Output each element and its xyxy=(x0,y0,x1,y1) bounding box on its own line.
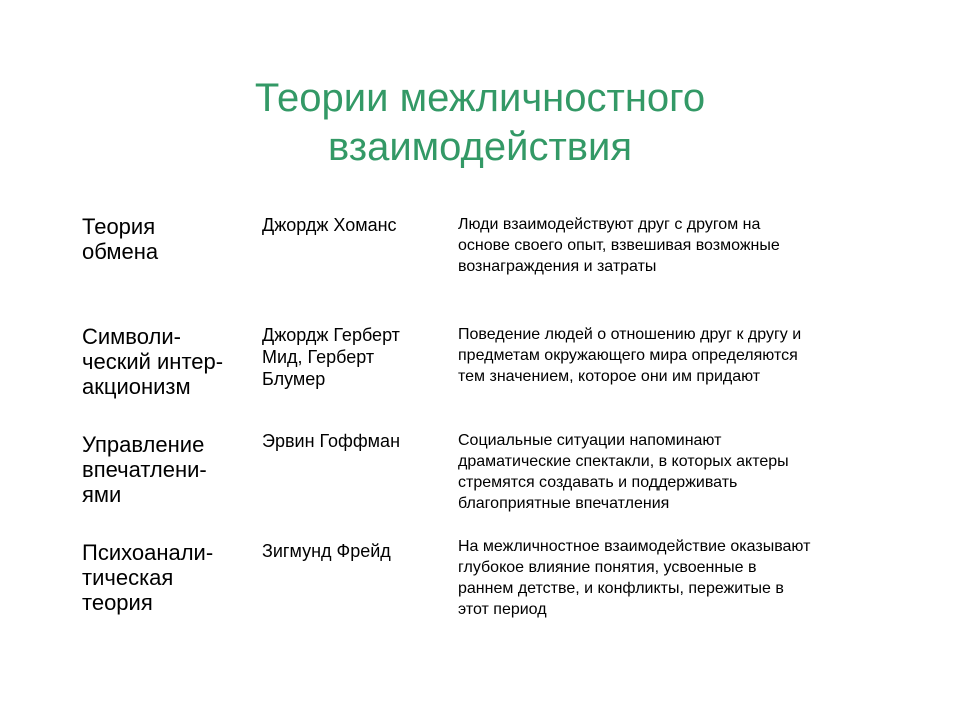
theory-name-cell: Теория обмена xyxy=(82,214,159,264)
description-cell: На межличностное взаимодействие оказывают глубокое влияние понятия, усвоенные в раннем детстве, и конфликты, пережитые в этот период xyxy=(458,538,811,618)
author-cell: Джордж Герберт Мид, Герберт Блумер xyxy=(262,325,400,389)
theories-table xyxy=(72,206,888,652)
author-cell: Джордж Хоманс xyxy=(262,215,397,235)
description-cell: Люди взаимодействуют друг с другом на основе своего опыт, взвешивая возможные вознаграждения и затраты xyxy=(458,216,780,275)
theory-name-cell: Символи- ческий интер- акционизм xyxy=(82,324,224,399)
author-cell: Эрвин Гоффман xyxy=(262,431,401,451)
author-cell: Зигмунд Фрейд xyxy=(262,541,391,561)
description-cell: Социальные ситуации напоминают драматические спектакли, в которых актеры стремятся создавать и поддерживать благоприятные впечатления xyxy=(458,432,789,512)
table-row xyxy=(72,424,888,532)
description-cell: Поведение людей о отношению друг к другу и предметам окружающего мира определяются тем значением, которое они им придают xyxy=(458,326,802,385)
slide-title xyxy=(0,74,960,172)
table-row xyxy=(72,206,888,316)
table-row xyxy=(72,532,888,652)
table-row xyxy=(72,316,888,424)
theory-name-cell: Управление впечатлени- ями xyxy=(82,432,207,507)
slide-title-line-2: взаимодействия xyxy=(327,125,633,169)
slide-title-line-1: Теории межличностного xyxy=(254,76,706,120)
theory-name-cell: Психоанали- тическая теория xyxy=(82,540,214,615)
